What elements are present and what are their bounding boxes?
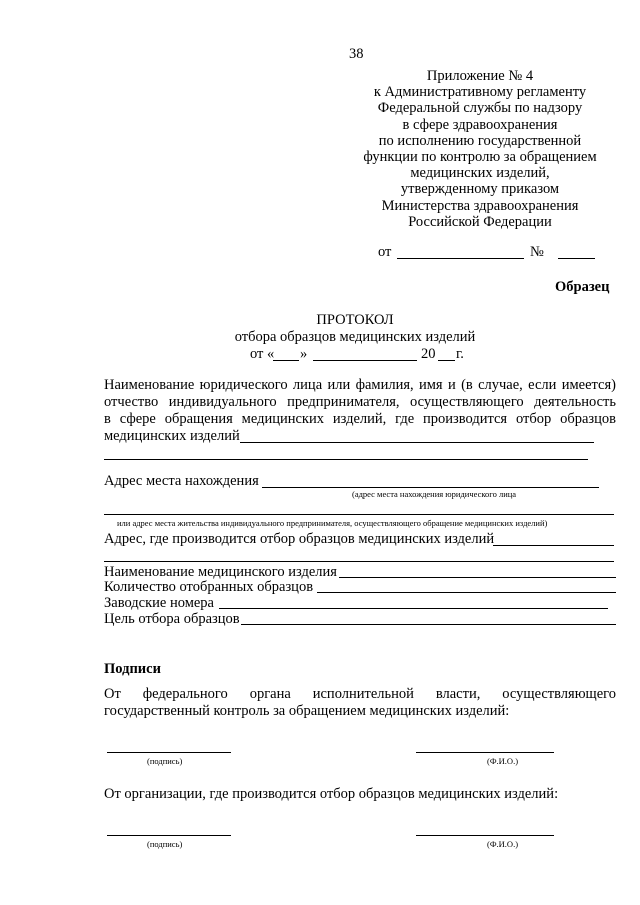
appendix-date-blank [397, 258, 524, 259]
federal-word: осуществляющего [502, 686, 616, 702]
address-hint: (адрес места нахождения юридического лица [352, 489, 517, 499]
signature-hint: (подпись) [147, 756, 183, 766]
federal-word: органа [249, 686, 291, 702]
federal-word: федерального [142, 686, 228, 702]
appendix-from-label: от [378, 244, 392, 260]
sampling-address-label: Адрес, где производится отбор образцов медицинских изделий [104, 531, 495, 547]
purpose-blank [241, 624, 616, 625]
protocol-title: ПРОТОКОЛ [316, 312, 394, 328]
appendix-number-blank [558, 258, 595, 259]
protocol-date-suffix: г. [456, 346, 464, 362]
federal-line-1 [104, 686, 616, 702]
appendix-line: в сфере здравоохранения [402, 116, 558, 133]
name-hint: (Ф.И.О.) [487, 756, 519, 766]
protocol-date-quote: » [300, 346, 308, 362]
signature-blank-2 [107, 835, 231, 836]
appendix-line: Федеральной службы по надзору [377, 100, 583, 117]
sampling-address-blank-2 [104, 561, 614, 562]
appendix-line: к Административному регламенту [373, 84, 587, 101]
serial-numbers-blank [219, 608, 608, 609]
protocol-year-blank [438, 360, 455, 361]
purpose-label: Цель отбора образцов [104, 611, 240, 627]
device-name-label: Наименование медицинского изделия [104, 564, 337, 580]
sample-label: Образец [555, 279, 610, 295]
signatures-heading: Подписи [104, 661, 161, 677]
address-hint-2: или адрес места жительства индивидуального предпринимателя, осуществляющего обращение медицинских изделий) [117, 518, 548, 528]
page-number: 38 [349, 46, 364, 62]
appendix-line: функции по контролю за обращением [363, 149, 597, 166]
federal-word: От [104, 686, 121, 702]
federal-line-2: государственный контроль за обращением медицинских изделий: [104, 703, 510, 719]
federal-word: исполнительной [312, 686, 414, 702]
entity-name-line: медицинских изделий [104, 428, 240, 444]
address-label: Адрес места нахождения [104, 473, 259, 489]
protocol-month-blank [313, 360, 417, 361]
appendix-line: медицинских изделий, [410, 165, 550, 182]
appendix-line: по исполнению государственной [378, 132, 582, 149]
address-blank [262, 487, 599, 488]
appendix-line: Министерства здравоохранения [381, 197, 579, 214]
federal-word: власти, [435, 686, 481, 702]
entity-name-blank-2 [104, 459, 588, 460]
entity-name-line: отчество индивидуального предпринимателя, осуществляющего деятельность [104, 394, 616, 410]
appendix-line: утвержденному приказом [400, 181, 560, 198]
entity-name-line: в сфере обращения медицинских изделий, где производится отбор образцов [104, 411, 616, 427]
protocol-date-from: от « [250, 346, 275, 362]
address-blank-2 [104, 514, 614, 515]
name-hint-2: (Ф.И.О.) [487, 839, 519, 849]
name-blank-2 [416, 835, 554, 836]
serial-numbers-label: Заводские номера [104, 595, 214, 611]
appendix-block [330, 68, 630, 230]
sampling-address-blank [493, 545, 614, 546]
signature-blank [107, 752, 231, 753]
appendix-line: Российской Федерации [408, 213, 552, 230]
name-blank [416, 752, 554, 753]
entity-name-line: Наименование юридического лица или фамилия, имя и (в случае, если имеется) [104, 377, 616, 393]
protocol-date-year: 20 [421, 346, 436, 362]
organization-line: От организации, где производится отбор образцов медицинских изделий: [104, 786, 559, 802]
device-name-blank [339, 577, 616, 578]
protocol-day-blank [273, 360, 299, 361]
entity-name-blank [240, 442, 594, 443]
appendix-number-label: № [530, 244, 544, 260]
signature-hint-2: (подпись) [147, 839, 183, 849]
appendix-line: Приложение № 4 [426, 68, 534, 84]
protocol-subtitle: отбора образцов медицинских изделий [234, 329, 476, 345]
quantity-blank [317, 592, 616, 593]
quantity-label: Количество отобранных образцов [104, 579, 314, 595]
